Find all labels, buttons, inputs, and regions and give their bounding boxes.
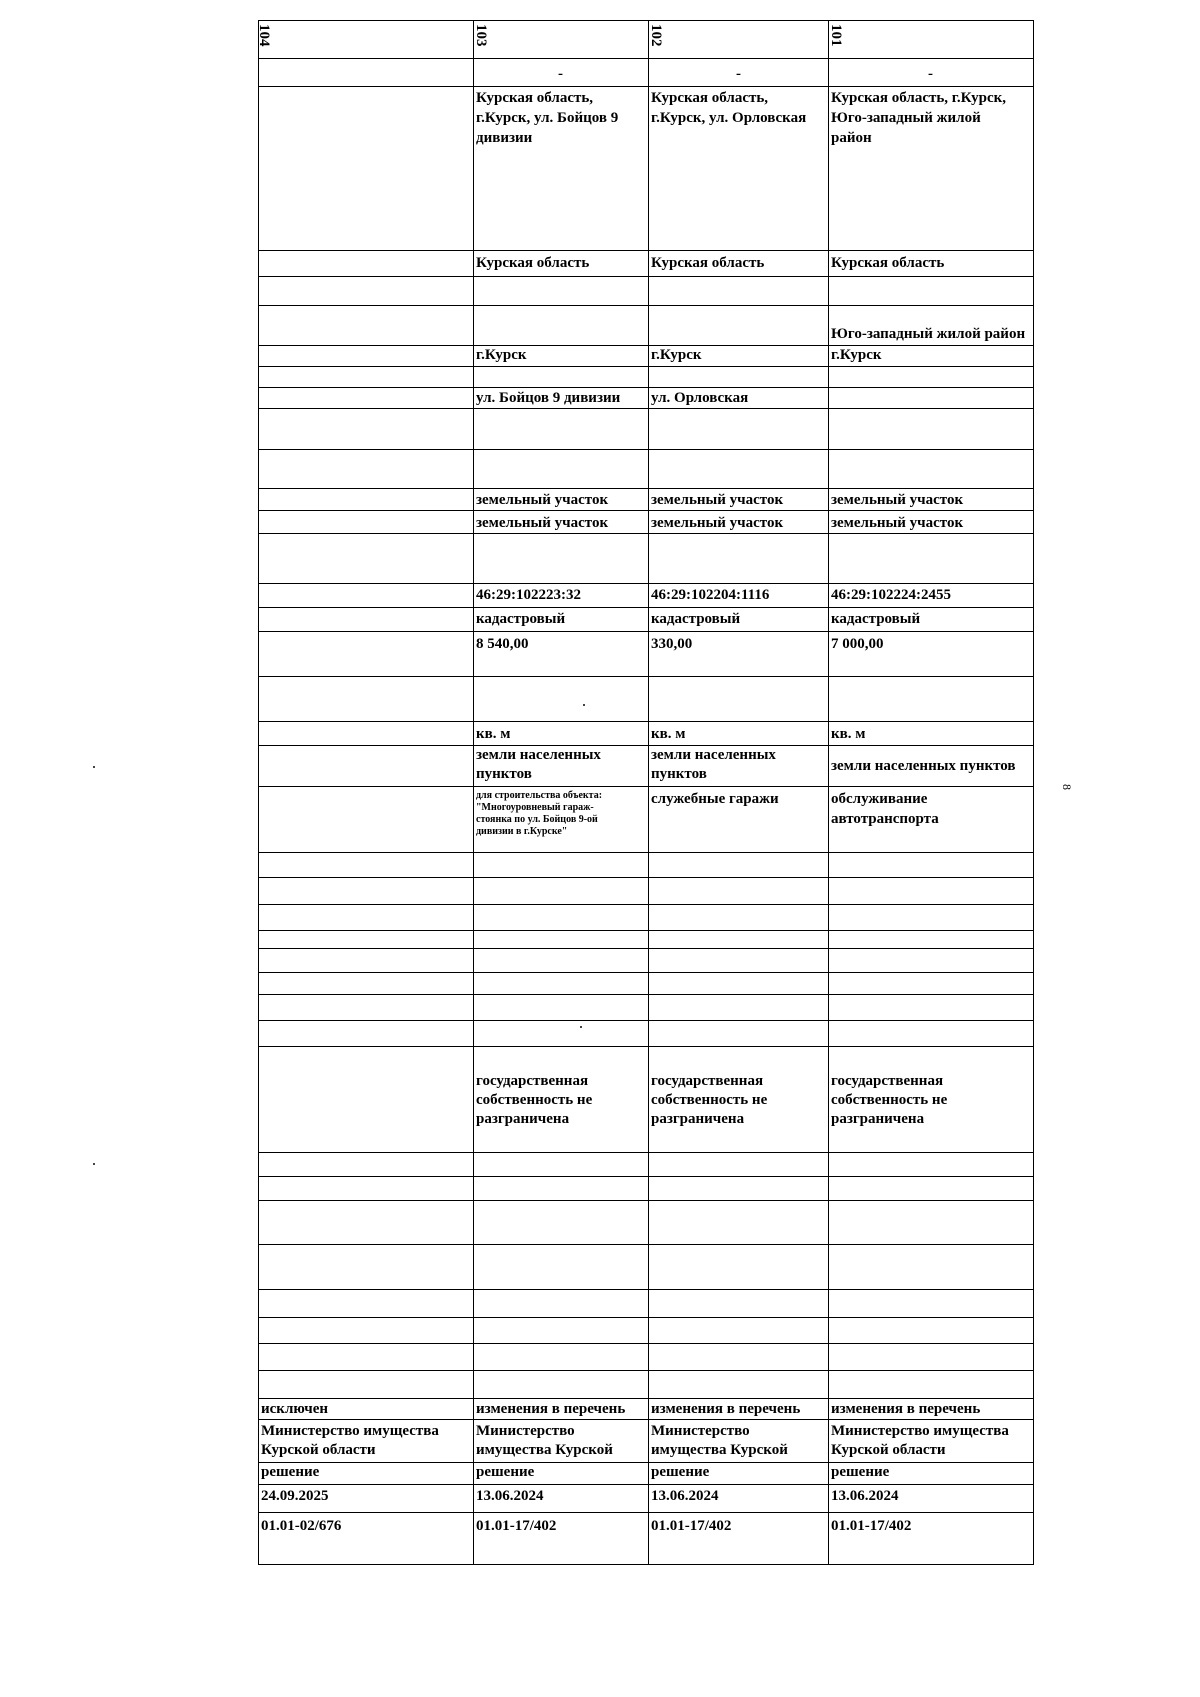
unit-cell: кв. м [651,726,686,742]
number-type-cell: кадастровый [831,611,921,627]
column-number: 103 [473,24,489,47]
row-divider [258,877,1034,878]
change-note-cell: исключен [261,1401,329,1417]
column-divider [828,20,829,1565]
document-type-cell: решение [476,1464,535,1480]
land-category-cell: земли населенных пунктов [651,747,776,782]
page-number-mark: 8 [1060,784,1074,790]
object-type-cell: земельный участок [831,492,964,508]
dash-cell: - [928,66,933,82]
address-full-cell: Курская область, г.Курск, ул. Бойцов 9 дивизии [476,90,619,146]
unit-cell: кв. м [831,726,866,742]
dash-cell: - [736,66,741,82]
doc-number-cell: 01.01-17/402 [831,1518,912,1534]
city-cell: г.Курск [651,347,702,363]
object-kind-cell: земельный участок [831,515,964,531]
row-divider [258,1289,1034,1290]
row-divider [258,488,1034,489]
row-divider [258,1020,1034,1021]
row-divider [258,994,1034,995]
region-cell: Курская область [651,255,765,271]
region-cell: Курская область [831,255,945,271]
street-cell: ул. Орловская [651,390,749,406]
doc-number-cell: 01.01-17/402 [476,1518,557,1534]
column-number: 102 [648,24,664,47]
scan-speck [93,1163,95,1165]
row-divider [258,387,1034,388]
row-divider [258,1317,1034,1318]
row-divider [258,1512,1034,1513]
address-full-cell: Курская область, г.Курск, ул. Орловская [651,90,807,126]
row-divider [258,1462,1034,1463]
object-kind-cell: земельный участок [476,515,609,531]
ownership-cell: государственная собственность не разграничена [651,1073,768,1127]
table-border-bottom [258,1564,1034,1565]
row-divider [258,583,1034,584]
address-full-cell: Курская область, г.Курск, Юго-западный жилой район [831,90,1007,146]
row-divider [258,607,1034,608]
authority-cell: Министерство имущества Курской [476,1423,613,1458]
city-cell: г.Курск [476,347,527,363]
row-divider [258,745,1034,746]
unit-cell: кв. м [476,726,511,742]
column-divider [473,20,474,1565]
area-cell: 330,00 [651,636,693,652]
row-divider [258,276,1034,277]
row-divider [258,1484,1034,1485]
row-divider [258,20,1034,21]
authority-cell: Министерство имущества Курской [651,1423,788,1458]
row-divider [258,631,1034,632]
land-category-cell: земли населенных пунктов [476,747,601,782]
authority-cell: Министерство имущества Курской области [831,1423,1009,1458]
row-divider [258,1046,1034,1047]
permitted-use-cell: обслуживание автотранспорта [831,791,939,827]
row-divider [258,721,1034,722]
doc-number-cell: 01.01-02/676 [261,1518,342,1534]
row-divider [258,1370,1034,1371]
change-note-cell: изменения в перечень [476,1401,626,1417]
ownership-cell: государственная собственность не разграничена [476,1073,593,1127]
date-cell: 13.06.2024 [651,1488,719,1504]
row-divider [258,305,1034,306]
row-divider [258,1176,1034,1177]
scan-speck [583,704,585,706]
scan-speck [93,766,95,768]
cadastral-number-cell: 46:29:102223:32 [476,587,581,603]
cadastral-number-cell: 46:29:102224:2455 [831,587,951,603]
row-divider [258,904,1034,905]
object-kind-cell: земельный участок [651,515,784,531]
row-divider [258,1200,1034,1201]
column-number: 104 [256,24,272,47]
row-divider [258,86,1034,87]
row-divider [258,972,1034,973]
street-cell: ул. Бойцов 9 дивизии [476,390,621,406]
object-type-cell: земельный участок [651,492,784,508]
object-type-cell: земельный участок [476,492,609,508]
permitted-use-cell: служебные гаражи [651,791,779,807]
authority-cell: Министерство имущества Курской области [261,1423,439,1458]
date-cell: 13.06.2024 [831,1488,899,1504]
area-cell: 8 540,00 [476,636,529,652]
row-divider [258,948,1034,949]
row-divider [258,449,1034,450]
area-cell: 7 000,00 [831,636,884,652]
district-cell: Юго-западный жилой район [831,326,1026,342]
row-divider [258,345,1034,346]
doc-number-cell: 01.01-17/402 [651,1518,732,1534]
permitted-use-cell: для строительства объекта: "Многоуровневый гараж- стоянка по ул. Бойцов 9-ой дивизии в г.Курске" [476,790,603,837]
row-divider [258,533,1034,534]
cadastral-number-cell: 46:29:102204:1116 [651,587,770,603]
table-border-right [1033,20,1034,1565]
row-divider [258,1343,1034,1344]
document-type-cell: решение [651,1464,710,1480]
region-cell: Курская область [476,255,590,271]
scan-speck [580,1026,582,1028]
ownership-cell: государственная собственность не разграничена [831,1073,948,1127]
row-divider [258,1244,1034,1245]
dash-cell: - [558,66,563,82]
number-type-cell: кадастровый [476,611,566,627]
change-note-cell: изменения в перечень [651,1401,801,1417]
row-divider [258,676,1034,677]
row-divider [258,250,1034,251]
row-divider [258,930,1034,931]
table-border-left [258,20,259,1565]
column-number: 101 [828,24,844,47]
row-divider [258,58,1034,59]
row-divider [258,1152,1034,1153]
number-type-cell: кадастровый [651,611,741,627]
document-type-cell: решение [831,1464,890,1480]
row-divider [258,786,1034,787]
row-divider [258,852,1034,853]
date-cell: 24.09.2025 [261,1488,329,1504]
change-note-cell: изменения в перечень [831,1401,981,1417]
city-cell: г.Курск [831,347,882,363]
date-cell: 13.06.2024 [476,1488,544,1504]
row-divider [258,366,1034,367]
row-divider [258,408,1034,409]
land-category-cell: земли населенных пунктов [831,758,1016,774]
column-divider [648,20,649,1565]
document-type-cell: решение [261,1464,320,1480]
row-divider [258,510,1034,511]
row-divider [258,1419,1034,1420]
